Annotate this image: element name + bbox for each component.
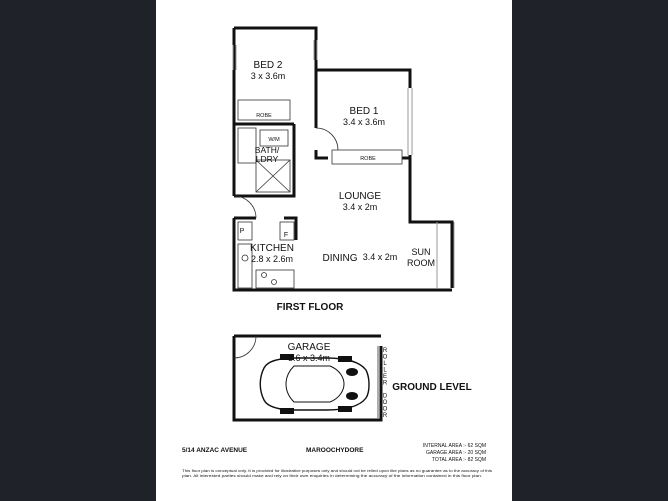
door-swing	[316, 128, 338, 150]
garage-area: GARAGE AREA :- 20 SQM	[425, 450, 486, 456]
car	[260, 354, 369, 414]
address: 5/14 ANZAC AVENUE	[182, 447, 248, 454]
door-swing	[234, 196, 256, 218]
roller-door-letter: L	[383, 361, 387, 367]
vanity	[238, 128, 256, 163]
car-lamp	[346, 392, 358, 400]
bath-label-1: BATH/	[254, 145, 280, 155]
roller-door-letter: O	[382, 406, 388, 413]
roller-door-letter: O	[382, 400, 388, 406]
internal-area: INTERNAL AREA :- 62 SQM	[422, 443, 486, 449]
car-wheel	[338, 356, 352, 362]
kitchen-name: KITCHEN	[250, 243, 294, 254]
roller-door-letter: D	[382, 393, 388, 400]
sunroom-label-2: ROOM	[407, 258, 435, 268]
roller-door-letter: L	[383, 367, 387, 374]
ground-level-label: GROUND LEVEL	[392, 382, 472, 393]
left-margin	[0, 0, 156, 501]
floor-plan	[156, 0, 512, 501]
cooktop	[262, 273, 267, 278]
kitchen-size: 2.8 x 2.6m	[250, 254, 294, 264]
fridge-label: F	[283, 232, 289, 239]
roller-door-letter: E	[382, 374, 388, 380]
car-wheel	[338, 406, 352, 412]
garage-name: GARAGE	[287, 342, 331, 353]
right-margin	[512, 0, 668, 501]
bed2-name: BED 2	[253, 60, 283, 71]
lounge-size: 3.4 x 2m	[342, 202, 378, 212]
lounge-name: LOUNGE	[338, 191, 382, 202]
stove-bench	[256, 270, 294, 288]
bath-label-2: LDRY	[255, 154, 279, 164]
roller-door-letter: R	[382, 413, 388, 419]
disclaimer-line-1: This floor plan is conceptual only. It is provided for illustrative purposes only and should not be relied upon like plans as no guarantee as to the accuracy of this	[182, 469, 493, 473]
wm-label: W/M	[268, 137, 280, 143]
car-lamp	[346, 368, 358, 376]
bed1-size: 3.4 x 3.6m	[342, 117, 386, 127]
wall	[316, 150, 328, 158]
robe-right-label: ROBE	[360, 156, 376, 162]
roller-door-letter: R	[382, 380, 388, 387]
pantry-label: P	[239, 228, 245, 235]
car-wheel	[280, 408, 294, 414]
dining-name: DINING	[322, 253, 358, 264]
bed2-size: 3 x 3.6m	[250, 71, 286, 81]
bed1-name: BED 1	[349, 106, 379, 117]
roller-door-label	[383, 348, 388, 419]
wall	[410, 168, 452, 288]
first-floor-label: FIRST FLOOR	[276, 302, 344, 313]
roller-door-letter: O	[382, 354, 388, 361]
garage-size: 5.6 x 3.4m	[287, 353, 331, 363]
total-area: TOTAL AREA :- 82 SQM	[431, 457, 486, 463]
sunroom-label-1: SUN	[411, 247, 431, 257]
cooktop	[272, 280, 277, 285]
wall	[316, 70, 410, 88]
car-cabin	[286, 366, 344, 402]
suburb: MAROOCHYDORE	[306, 447, 364, 454]
roller-door-letter: R	[382, 348, 388, 354]
door-swing	[234, 336, 256, 358]
robe-left-label: ROBE	[256, 113, 272, 119]
dining-size: 3.4 x 2m	[362, 252, 398, 262]
sink	[242, 255, 248, 261]
disclaimer-line-2: plan. All interested parties should make and rely on their own enquiries in determining the accuracy of the information contained in this floor plan.	[182, 474, 482, 478]
